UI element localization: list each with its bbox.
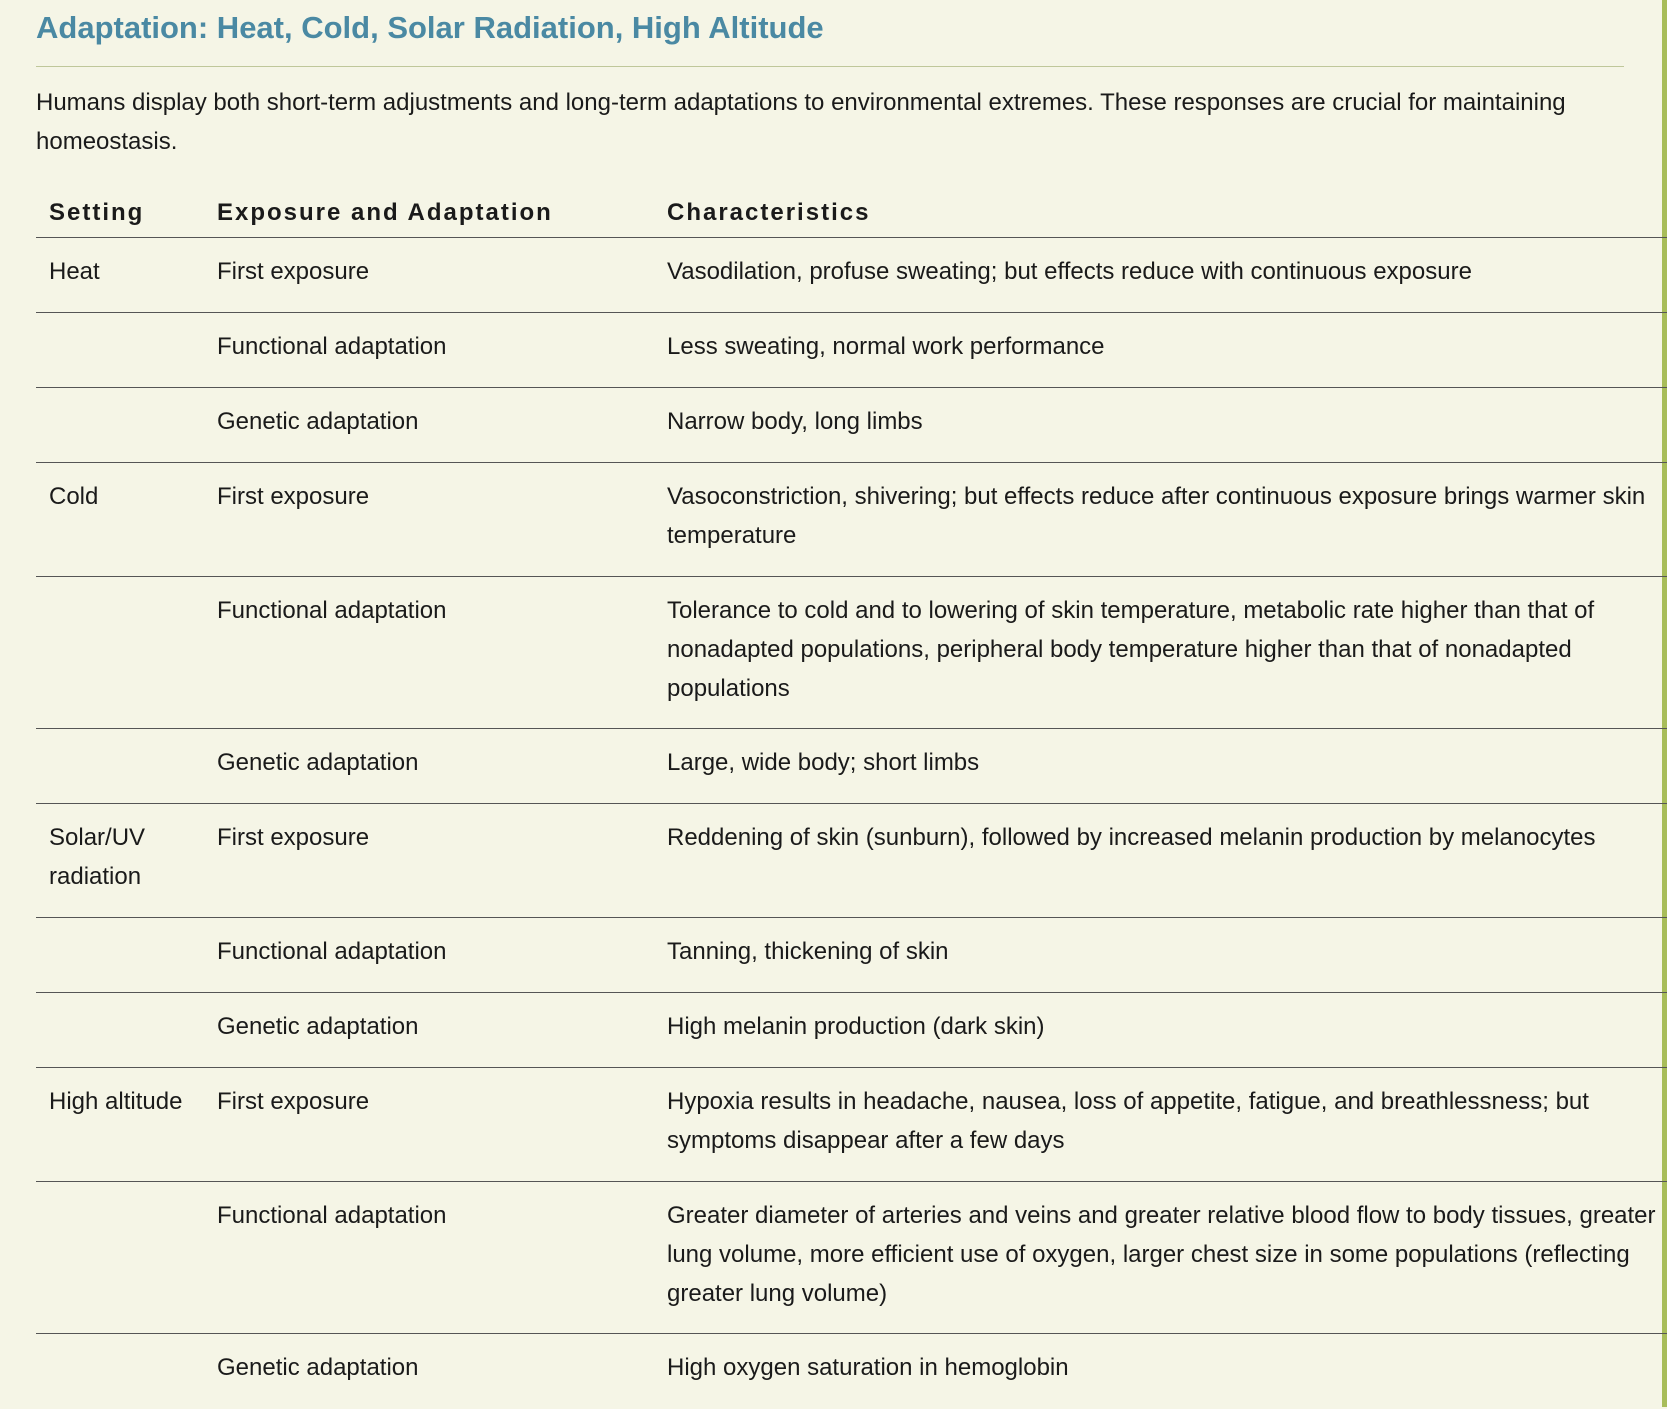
- characteristics-cell: High oxygen saturation in hemoglobin: [667, 1354, 1069, 1381]
- exposure-cell: Functional adaptation: [204, 313, 654, 388]
- characteristics-cell: Vasoconstriction, shivering; but effects reduce after continuous exposure brings warmer skin temperature: [654, 463, 1667, 577]
- table-row: [36, 238, 1667, 313]
- setting-cell: [36, 388, 204, 463]
- adaptation-table: [36, 195, 1667, 1409]
- exposure-cell: First exposure: [204, 238, 654, 313]
- table-row: [36, 463, 1667, 577]
- page-title: Adaptation: Heat, Cold, Solar Radiation, High Altitude: [36, 10, 824, 45]
- setting-cell: [36, 1334, 204, 1409]
- intro-paragraph: Humans display both short-term adjustments and long-term adaptations to environmental extremes. These responses are crucial for maintaining homeostasis.: [36, 89, 1566, 155]
- table-row: [36, 918, 1667, 993]
- characteristics-cell: Tanning, thickening of skin: [654, 918, 1667, 993]
- characteristics-cell: Hypoxia results in headache, nausea, loss of appetite, fatigue, and breathlessness; but symptoms disappear after a few days: [654, 1068, 1667, 1182]
- exposure-cell: First exposure: [204, 1068, 654, 1182]
- exposure-cell: Functional adaptation: [204, 918, 654, 993]
- header-exposure: Exposure and Adaptation: [204, 195, 654, 238]
- setting-cell: [36, 993, 204, 1068]
- setting-cell: Heat: [36, 238, 204, 313]
- setting-cell: Solar/UV radiation: [36, 804, 204, 918]
- setting-cell: [36, 577, 204, 729]
- setting-cell: [36, 313, 204, 388]
- table-row: [36, 388, 1667, 463]
- exposure-cell: Functional adaptation: [204, 577, 654, 729]
- table-row: [36, 1068, 1667, 1182]
- table-row: [36, 1182, 1667, 1334]
- exposure-cell: Genetic adaptation: [217, 1354, 419, 1381]
- characteristics-cell: Greater diameter of arteries and veins and greater relative blood flow to body tissues, greater lung volume, more efficient use of oxygen, larger chest size in some populations (reflecting greater lung volume): [654, 1182, 1667, 1334]
- characteristics-cell: Large, wide body; short limbs: [654, 729, 1667, 804]
- table-row: [36, 1334, 1667, 1409]
- header-setting: Setting: [36, 195, 204, 238]
- table-row: [36, 577, 1667, 729]
- table-header-row: [36, 195, 1667, 238]
- exposure-cell: First exposure: [204, 463, 654, 577]
- setting-cell: [36, 1182, 204, 1334]
- setting-cell: [36, 918, 204, 993]
- setting-cell: High altitude: [36, 1068, 204, 1182]
- header-characteristics: Characteristics: [654, 195, 1667, 238]
- exposure-cell: Functional adaptation: [204, 1182, 654, 1334]
- table-row: [36, 729, 1667, 804]
- exposure-cell: Genetic adaptation: [204, 993, 654, 1068]
- characteristics-cell: Less sweating, normal work performance: [654, 313, 1667, 388]
- characteristics-cell: Vasodilation, profuse sweating; but effects reduce with continuous exposure: [654, 238, 1667, 313]
- exposure-cell: Genetic adaptation: [204, 729, 654, 804]
- table-row: [36, 804, 1667, 918]
- characteristics-cell: Reddening of skin (sunburn), followed by increased melanin production by melanocytes: [654, 804, 1667, 918]
- characteristics-cell: High melanin production (dark skin): [654, 993, 1667, 1068]
- table-row: [36, 313, 1667, 388]
- characteristics-cell: Narrow body, long limbs: [654, 388, 1667, 463]
- setting-cell: Cold: [36, 463, 204, 577]
- title-divider: [36, 66, 1624, 67]
- setting-cell: [36, 729, 204, 804]
- characteristics-cell: Tolerance to cold and to lowering of skin temperature, metabolic rate higher than that of nonadapted populations, peripheral body temperature higher than that of nonadapted populations: [654, 577, 1667, 729]
- exposure-cell: First exposure: [204, 804, 654, 918]
- table-row: [36, 993, 1667, 1068]
- exposure-cell: Genetic adaptation: [204, 388, 654, 463]
